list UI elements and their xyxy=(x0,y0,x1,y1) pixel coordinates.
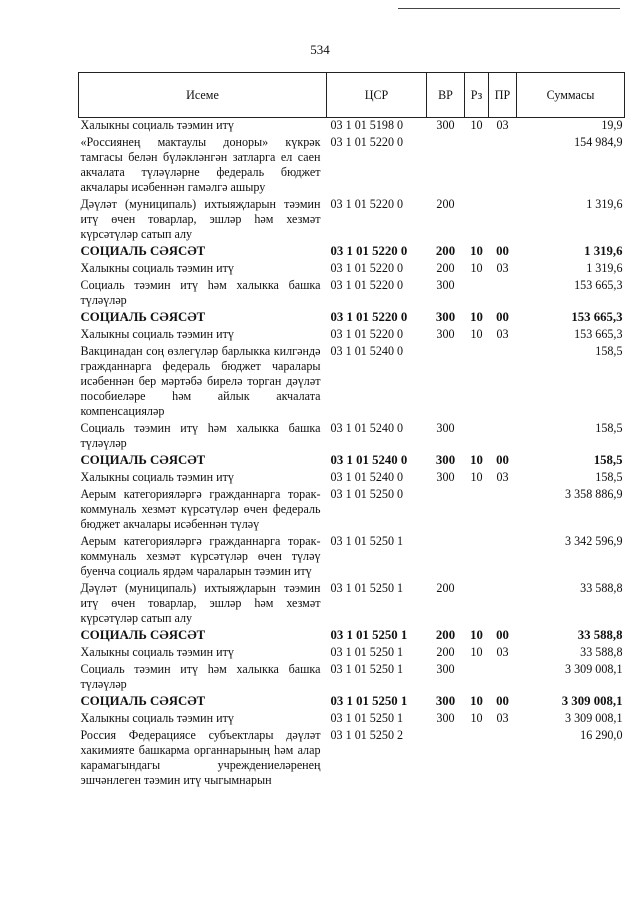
cell-csr: 03 1 01 5198 0 xyxy=(330,118,404,132)
cell-vr: 300 xyxy=(435,310,456,324)
cell-pr: 03 xyxy=(496,261,509,275)
cell-name: Халыкны социаль тәэмин итү xyxy=(80,645,234,659)
cell-vr: 300 xyxy=(436,278,455,292)
cell-pr: 03 xyxy=(496,327,509,341)
cell-pr: 03 xyxy=(496,711,509,725)
cell-rz xyxy=(465,581,489,628)
cell-sum: 158,5 xyxy=(593,453,623,467)
cell-csr: 03 1 01 5250 1 xyxy=(330,645,404,659)
cell-csr: 03 1 01 5220 0 xyxy=(330,244,408,258)
cell-vr: 200 xyxy=(436,261,455,275)
cell-csr: 03 1 01 5250 1 xyxy=(330,534,404,548)
cell-csr: 03 1 01 5220 0 xyxy=(330,197,404,211)
table-row xyxy=(79,135,625,197)
cell-vr: 200 xyxy=(436,197,455,211)
header-vr: ВР xyxy=(427,73,465,118)
cell-pr: 03 xyxy=(496,118,509,132)
table-row xyxy=(79,244,625,261)
cell-sum: 1 319,6 xyxy=(586,197,623,211)
cell-rz xyxy=(465,487,489,534)
cell-name: Россия Федерациясе субъектлары дәүләт хакимияте башкарма органнарының һәм алар карамагындагы учреждениеләренең эшчәнлеген тәэмин итү чыгымнарын xyxy=(80,728,321,787)
header-sum: Суммасы xyxy=(517,73,625,118)
cell-sum: 3 309 008,1 xyxy=(565,711,623,725)
cell-pr xyxy=(489,728,517,790)
cell-pr xyxy=(489,344,517,421)
cell-sum: 33 588,8 xyxy=(580,645,623,659)
cell-pr xyxy=(489,662,517,694)
budget-table xyxy=(78,72,625,790)
cell-sum: 154 984,9 xyxy=(574,135,623,149)
cell-sum: 1 319,6 xyxy=(586,261,623,275)
table-row xyxy=(79,694,625,711)
header-rz: Рз xyxy=(465,73,489,118)
cell-vr xyxy=(427,728,465,790)
cell-name: СОЦИАЛЬ СӘЯСӘТ xyxy=(80,310,206,324)
cell-vr: 200 xyxy=(436,645,455,659)
cell-rz: 10 xyxy=(470,694,483,708)
cell-csr: 03 1 01 5250 0 xyxy=(330,487,404,501)
cell-vr: 300 xyxy=(436,662,455,676)
cell-sum: 3 358 886,9 xyxy=(565,487,623,501)
cell-rz xyxy=(465,728,489,790)
cell-rz: 10 xyxy=(470,645,483,659)
cell-name: СОЦИАЛЬ СӘЯСӘТ xyxy=(80,244,206,258)
cell-pr: 00 xyxy=(496,628,509,642)
cell-pr: 03 xyxy=(496,470,509,484)
cell-rz: 10 xyxy=(470,470,483,484)
header-pr: ПР xyxy=(489,73,517,118)
cell-csr: 03 1 01 5240 0 xyxy=(330,344,404,358)
cell-sum: 153 665,3 xyxy=(574,327,623,341)
cell-vr xyxy=(427,487,465,534)
cell-name: Халыкны социаль тәэмин итү xyxy=(80,261,234,275)
cell-sum: 33 588,8 xyxy=(577,628,623,642)
table-row xyxy=(79,581,625,628)
cell-name: Вакцинадан соң өзлегүләр барлыкка килгәндә гражданнарга федераль бюджет чаралары исәбеннән бер мәртәбә бирелә торган дәүләт пособиеләре һәм айлык акчалата компенсацияләр xyxy=(80,344,321,418)
cell-vr: 300 xyxy=(436,327,455,341)
cell-pr xyxy=(489,197,517,244)
table-row xyxy=(79,662,625,694)
cell-name: Дәүләт (муниципаль) ихтыяҗларын тәэмин итү өчен товарлар, эшләр һәм хезмәт күрсәтүләр сатып алу xyxy=(80,197,321,241)
cell-csr: 03 1 01 5240 0 xyxy=(330,470,404,484)
cell-rz: 10 xyxy=(470,244,483,258)
cell-pr xyxy=(489,421,517,453)
cell-rz xyxy=(465,534,489,581)
cell-pr xyxy=(489,487,517,534)
cell-csr: 03 1 01 5250 1 xyxy=(330,581,404,595)
cell-pr xyxy=(489,278,517,310)
table-row xyxy=(79,487,625,534)
cell-rz xyxy=(465,421,489,453)
cell-sum: 153 665,3 xyxy=(571,310,623,324)
table-row xyxy=(79,421,625,453)
cell-sum: 19,9 xyxy=(601,118,623,132)
table-row xyxy=(79,310,625,327)
cell-vr xyxy=(427,344,465,421)
cell-sum: 1 319,6 xyxy=(584,244,623,258)
cell-rz xyxy=(465,135,489,197)
cell-sum: 3 309 008,1 xyxy=(561,694,623,708)
cell-pr: 00 xyxy=(496,453,509,467)
cell-sum: 153 665,3 xyxy=(574,278,623,292)
cell-sum: 3 309 008,1 xyxy=(565,662,623,676)
cell-vr xyxy=(427,534,465,581)
cell-csr: 03 1 01 5220 0 xyxy=(330,278,404,292)
cell-name: Халыкны социаль тәэмин итү xyxy=(80,327,234,341)
table-row xyxy=(79,711,625,728)
table-row xyxy=(79,453,625,470)
cell-rz: 10 xyxy=(470,261,483,275)
table-row xyxy=(79,261,625,278)
cell-csr: 03 1 01 5240 0 xyxy=(330,453,408,467)
table-row xyxy=(79,645,625,662)
cell-rz xyxy=(465,278,489,310)
cell-csr: 03 1 01 5250 1 xyxy=(330,662,404,676)
cell-csr: 03 1 01 5250 2 xyxy=(330,728,404,742)
cell-name: Дәүләт (муниципаль) ихтыяҗларын тәэмин итү өчен товарлар, эшләр һәм хезмәт күрсәтүләр сатып алу xyxy=(80,581,321,625)
cell-csr: 03 1 01 5220 0 xyxy=(330,327,404,341)
cell-name: СОЦИАЛЬ СӘЯСӘТ xyxy=(80,694,206,708)
cell-vr: 300 xyxy=(435,453,456,467)
cell-rz xyxy=(465,662,489,694)
cell-csr: 03 1 01 5240 0 xyxy=(330,421,404,435)
table-row xyxy=(79,628,625,645)
cell-name: Аерым категорияләргә гражданнарга торак-коммуналь хезмәт күрсәтүләр өчен түләү буенча социаль ярдәм чараларын тәэмин итү xyxy=(80,534,321,578)
cell-rz xyxy=(465,344,489,421)
cell-vr: 300 xyxy=(436,421,455,435)
cell-vr: 200 xyxy=(435,244,456,258)
cell-rz: 10 xyxy=(470,310,483,324)
cell-sum: 158,5 xyxy=(595,470,623,484)
cell-pr: 00 xyxy=(496,244,509,258)
cell-pr xyxy=(489,581,517,628)
top-rule xyxy=(398,8,620,9)
cell-name: СОЦИАЛЬ СӘЯСӘТ xyxy=(80,628,206,642)
cell-vr: 200 xyxy=(435,628,456,642)
table-row xyxy=(79,534,625,581)
cell-name: Халыкны социаль тәэмин итү xyxy=(80,470,234,484)
header-csr: ЦСР xyxy=(327,73,427,118)
cell-sum: 158,5 xyxy=(595,421,623,435)
cell-name: Социаль тәэмин итү һәм халыкка башка түләүләр xyxy=(80,278,321,307)
cell-rz: 10 xyxy=(470,628,483,642)
header-name: Исеме xyxy=(79,73,327,118)
table-row xyxy=(79,470,625,487)
cell-vr: 300 xyxy=(436,470,455,484)
table-body xyxy=(79,118,625,791)
cell-name: Аерым категорияләргә гражданнарга торак-коммуналь хезмәт күрсәтүләр өчен федераль бюджет акчалары исәбеннән түләү xyxy=(80,487,321,531)
table-row xyxy=(79,278,625,310)
cell-rz: 10 xyxy=(470,453,483,467)
table-header-row xyxy=(79,73,625,118)
cell-name: СОЦИАЛЬ СӘЯСӘТ xyxy=(80,453,206,467)
cell-vr: 200 xyxy=(436,581,455,595)
cell-sum: 33 588,8 xyxy=(580,581,623,595)
cell-rz: 10 xyxy=(470,327,483,341)
cell-vr xyxy=(427,135,465,197)
cell-csr: 03 1 01 5220 0 xyxy=(330,310,408,324)
cell-name: Халыкны социаль тәэмин итү xyxy=(80,711,234,725)
table-row xyxy=(79,728,625,790)
cell-rz xyxy=(465,197,489,244)
cell-pr: 00 xyxy=(496,694,509,708)
cell-rz: 10 xyxy=(470,711,483,725)
cell-rz: 10 xyxy=(470,118,483,132)
cell-name: Социаль тәэмин итү һәм халыкка башка түләүләр xyxy=(80,662,321,691)
cell-pr: 00 xyxy=(496,310,509,324)
cell-name: Социаль тәэмин итү һәм халыкка башка түләүләр xyxy=(80,421,321,450)
cell-csr: 03 1 01 5250 1 xyxy=(330,628,408,642)
cell-csr: 03 1 01 5250 1 xyxy=(330,694,408,708)
cell-vr: 300 xyxy=(435,694,456,708)
cell-name: «Россиянең мактаулы доноры» күкрәк тамгасы белән бүләкләнгән затларга ел саен акчалата түләүләрне федераль бюджет акчалары исәбеннән гамәлгә ашыру xyxy=(80,135,321,194)
table-row xyxy=(79,197,625,244)
cell-csr: 03 1 01 5220 0 xyxy=(330,135,404,149)
cell-pr xyxy=(489,135,517,197)
cell-sum: 158,5 xyxy=(595,344,623,358)
table-row xyxy=(79,118,625,136)
cell-sum: 3 342 596,9 xyxy=(565,534,623,548)
cell-name: Халыкны социаль тәэмин итү xyxy=(80,118,234,132)
cell-pr: 03 xyxy=(496,645,509,659)
cell-pr xyxy=(489,534,517,581)
cell-csr: 03 1 01 5220 0 xyxy=(330,261,404,275)
cell-csr: 03 1 01 5250 1 xyxy=(330,711,404,725)
page-number: 534 xyxy=(310,42,330,57)
cell-vr: 300 xyxy=(436,711,455,725)
cell-vr: 300 xyxy=(436,118,455,132)
cell-sum: 16 290,0 xyxy=(580,728,623,742)
table-row xyxy=(79,327,625,344)
table-row xyxy=(79,344,625,421)
